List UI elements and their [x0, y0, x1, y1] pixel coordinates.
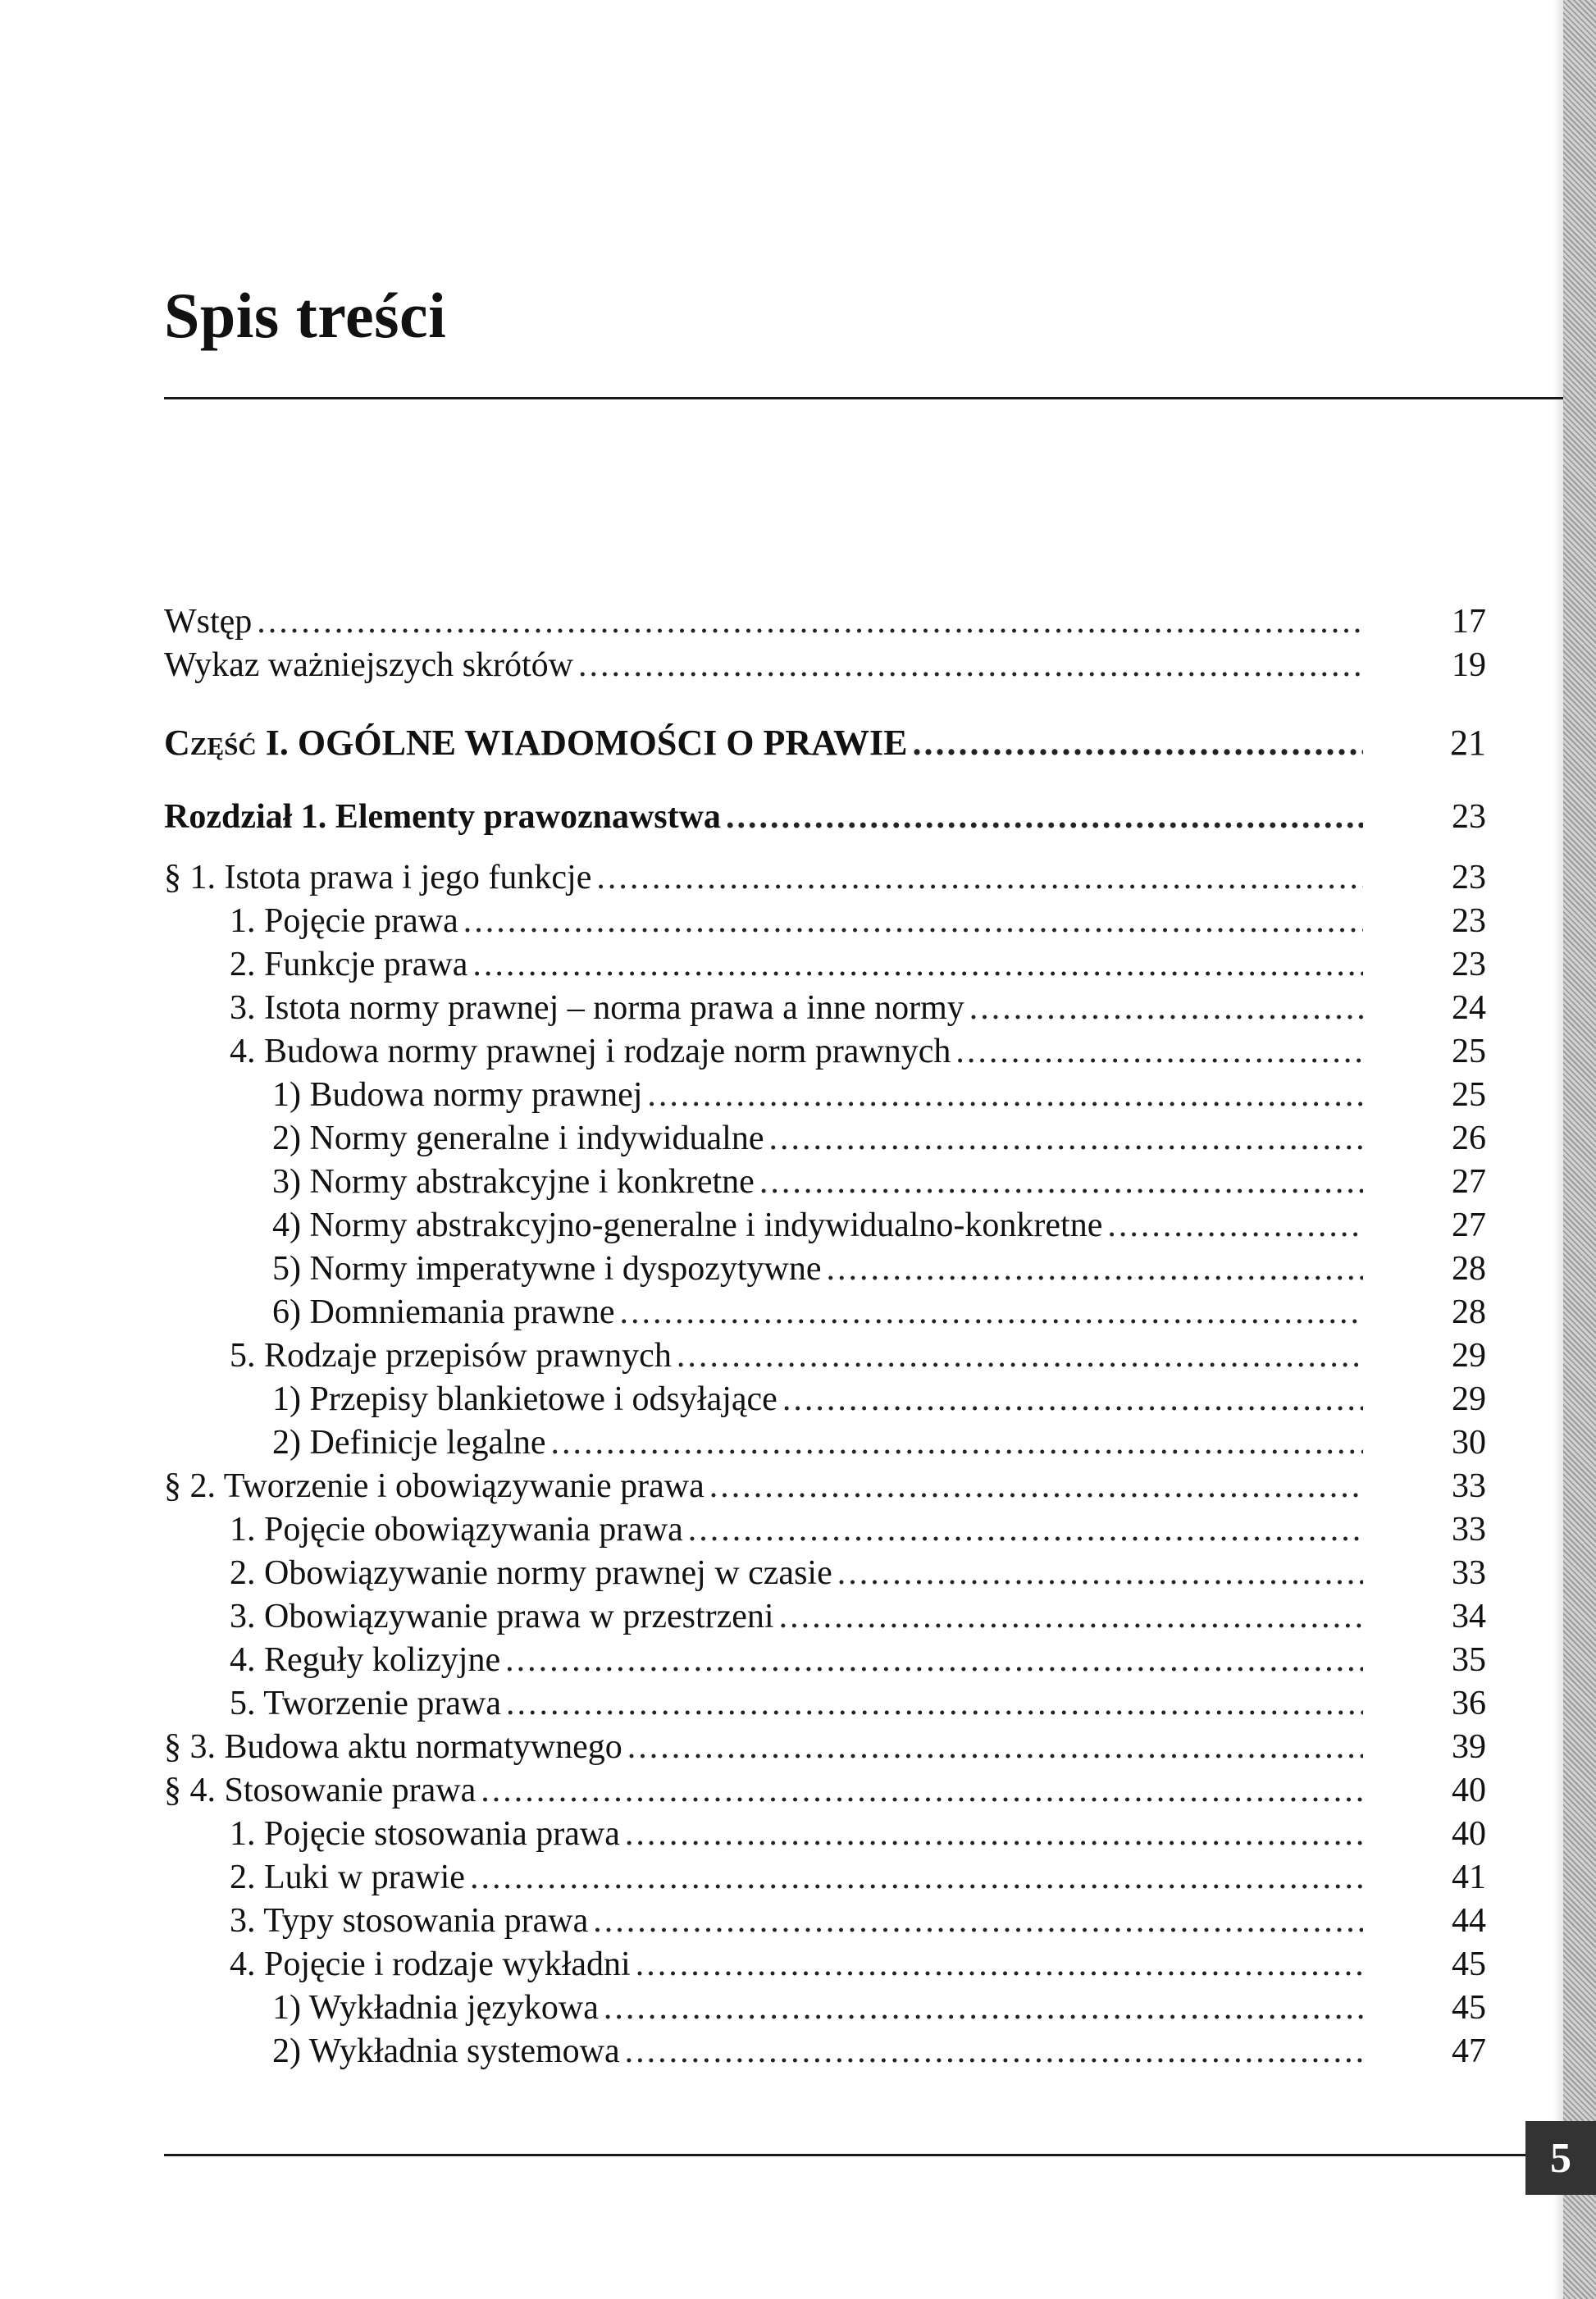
dot-leader	[463, 900, 1363, 943]
toc-entry[interactable]	[164, 1117, 1486, 1161]
toc-entry-page: 45	[1452, 1945, 1486, 1983]
toc-entry-intro[interactable]	[164, 600, 1486, 644]
toc-entry[interactable]	[164, 1682, 1486, 1726]
dot-leader	[1107, 1204, 1363, 1248]
dot-leader	[782, 1378, 1363, 1421]
part-prefix: Część	[164, 723, 257, 763]
toc-entry[interactable]	[164, 900, 1486, 943]
toc-entry-label: § 3. Budowa aktu normatywnego	[164, 1728, 622, 1766]
toc-entry-label: § 4. Stosowanie prawa	[164, 1772, 477, 1809]
toc-entry-page: 23	[1452, 902, 1486, 940]
toc-entry-page: 25	[1452, 1033, 1486, 1070]
part-title: I. OGÓLNE WIADOMOŚCI O PRAWIE	[265, 723, 908, 763]
dot-leader	[759, 1161, 1363, 1204]
toc-entry[interactable]	[164, 856, 1486, 900]
toc-entry-page: 28	[1452, 1293, 1486, 1331]
dot-leader	[913, 718, 1363, 768]
dot-leader	[677, 1334, 1363, 1378]
dot-leader	[625, 1813, 1363, 1856]
toc-entry-page: 33	[1452, 1554, 1486, 1592]
toc-entry-label: Wstęp	[164, 603, 253, 641]
toc-entry-page: 27	[1452, 1207, 1486, 1244]
toc-entry[interactable]	[164, 1856, 1486, 1900]
page-edge	[1563, 0, 1596, 2299]
dot-leader	[647, 1074, 1363, 1117]
toc-entry-abbreviations[interactable]	[164, 644, 1486, 687]
toc-entry[interactable]	[164, 1508, 1486, 1552]
toc-part-label	[164, 718, 908, 768]
dot-leader	[627, 1726, 1363, 1769]
toc-entry-label: 2) Wykładnia systemowa	[272, 2032, 620, 2070]
toc-entries	[164, 856, 1486, 2073]
toc-entry-page: 41	[1452, 1859, 1486, 1896]
toc-entry-label: 2. Obowiązywanie normy prawnej w czasie	[230, 1554, 832, 1592]
toc-entry-label: § 1. Istota prawa i jego funkcje	[164, 859, 592, 896]
toc-entry[interactable]	[164, 1248, 1486, 1291]
page-edge-shadow	[1553, 0, 1563, 2299]
toc-entry[interactable]	[164, 1030, 1486, 1074]
toc-entry-label: 4. Budowa normy prawnej i rodzaje norm prawnych	[230, 1033, 951, 1070]
toc-entry-label: 3) Normy abstrakcyjne i konkretne	[272, 1163, 755, 1201]
dot-leader	[604, 1987, 1363, 2030]
toc-entry[interactable]	[164, 1726, 1486, 1769]
dot-leader	[709, 1465, 1363, 1508]
toc-entry-page: 30	[1452, 1424, 1486, 1462]
toc-entry[interactable]	[164, 1769, 1486, 1813]
toc-entry-page: 47	[1452, 2032, 1486, 2070]
toc-entry-label: 4. Pojęcie i rodzaje wykładni	[230, 1945, 631, 1983]
toc-entry-page: 34	[1452, 1598, 1486, 1635]
footer-divider	[164, 2154, 1525, 2156]
toc-chapter-page: 23	[1452, 798, 1486, 836]
toc-entry-page: 44	[1452, 1902, 1486, 1940]
toc-entry-page: 24	[1452, 989, 1486, 1027]
dot-leader	[779, 1595, 1363, 1639]
toc-entry-page: 29	[1452, 1380, 1486, 1418]
toc-entry-page: 33	[1452, 1511, 1486, 1549]
toc-entry[interactable]	[164, 1334, 1486, 1378]
toc-entry[interactable]	[164, 1074, 1486, 1117]
dot-leader	[969, 987, 1363, 1030]
dot-leader	[481, 1769, 1363, 1813]
toc-entry-label: 1. Pojęcie prawa	[230, 902, 458, 940]
toc-entry-page: 17	[1452, 603, 1486, 641]
toc-entry-page: 39	[1452, 1728, 1486, 1766]
toc-entry-label: 4) Normy abstrakcyjno-generalne i indywidualno-konkretne	[272, 1207, 1103, 1244]
toc-entry-label: 2. Funkcje prawa	[230, 946, 468, 983]
dot-leader	[955, 1030, 1363, 1074]
toc-entry[interactable]	[164, 1900, 1486, 1943]
page-title: Spis treści	[164, 280, 447, 351]
toc-entry-page: 23	[1452, 946, 1486, 983]
toc-chapter-label: Rozdział 1. Elementy prawoznawstwa	[164, 798, 721, 836]
toc-entry-label: 1. Pojęcie obowiązywania prawa	[230, 1511, 683, 1549]
toc-entry-label: 3. Istota normy prawnej – norma prawa a inne normy	[230, 989, 964, 1027]
toc-entry-label: 6) Domniemania prawne	[272, 1293, 615, 1331]
toc-entry-label: 5. Tworzenie prawa	[230, 1685, 501, 1722]
toc-entry-label: 2) Normy generalne i indywidualne	[272, 1120, 764, 1157]
toc-entry-label: 5) Normy imperatywne i dyspozytywne	[272, 1250, 822, 1288]
dot-leader	[472, 943, 1363, 987]
toc-entry-label: 2) Definicje legalne	[272, 1424, 546, 1462]
dot-leader	[625, 2030, 1363, 2073]
dot-leader	[620, 1291, 1363, 1334]
toc-entry[interactable]	[164, 1465, 1486, 1508]
toc-entry[interactable]	[164, 943, 1486, 987]
dot-leader	[827, 1248, 1363, 1291]
toc-entry[interactable]	[164, 1204, 1486, 1248]
toc-entry[interactable]	[164, 1552, 1486, 1595]
toc-entry-label: 2. Luki w prawie	[230, 1859, 465, 1896]
title-divider	[164, 397, 1563, 399]
toc-entry-page: 40	[1452, 1772, 1486, 1809]
dot-leader	[593, 1900, 1363, 1943]
toc-entry[interactable]	[164, 1161, 1486, 1204]
toc-entry[interactable]	[164, 1943, 1486, 1987]
toc-chapter-heading[interactable]	[164, 792, 1486, 842]
toc-entry-label: § 2. Tworzenie i obowiązywanie prawa	[164, 1467, 705, 1505]
dot-leader	[506, 1682, 1363, 1726]
toc-entry-page: 29	[1452, 1337, 1486, 1375]
toc-entry-page: 23	[1452, 859, 1486, 896]
toc-entry-page: 28	[1452, 1250, 1486, 1288]
toc-entry[interactable]	[164, 987, 1486, 1030]
toc-entry-label: 1) Przepisy blankietowe i odsyłające	[272, 1380, 777, 1418]
toc-entry[interactable]	[164, 1291, 1486, 1334]
dot-leader	[470, 1856, 1363, 1900]
toc-entry-page: 33	[1452, 1467, 1486, 1505]
dot-leader	[505, 1639, 1363, 1682]
toc-entry-label: 3. Obowiązywanie prawa w przestrzeni	[230, 1598, 774, 1635]
dot-leader	[578, 644, 1363, 687]
dot-leader	[768, 1117, 1363, 1161]
toc-part-heading[interactable]	[164, 718, 1486, 768]
toc-part-page: 21	[1450, 723, 1486, 763]
toc-entry[interactable]	[164, 2030, 1486, 2073]
table-of-contents	[164, 600, 1486, 2073]
dot-leader	[688, 1508, 1363, 1552]
toc-entry[interactable]	[164, 1421, 1486, 1465]
toc-entry[interactable]	[164, 1639, 1486, 1682]
toc-entry-label: 1. Pojęcie stosowania prawa	[230, 1815, 620, 1853]
toc-entry[interactable]	[164, 1987, 1486, 2030]
toc-entry-page: 19	[1452, 646, 1486, 684]
toc-entry[interactable]	[164, 1378, 1486, 1421]
toc-entry-page: 35	[1452, 1641, 1486, 1679]
toc-entry-label: 1) Budowa normy prawnej	[272, 1076, 643, 1114]
toc-entry-page: 36	[1452, 1685, 1486, 1722]
toc-entry-label: 1) Wykładnia językowa	[272, 1989, 599, 2027]
page-number-tab: 5	[1525, 2121, 1596, 2195]
toc-entry-label: 3. Typy stosowania prawa	[230, 1902, 589, 1940]
dot-leader	[257, 600, 1363, 644]
dot-leader	[636, 1943, 1363, 1987]
dot-leader	[726, 792, 1363, 842]
toc-entry-label: Wykaz ważniejszych skrótów	[164, 646, 573, 684]
toc-entry[interactable]	[164, 1595, 1486, 1639]
dot-leader	[551, 1421, 1364, 1465]
dot-leader	[596, 856, 1363, 900]
toc-entry-label: 5. Rodzaje przepisów prawnych	[230, 1337, 672, 1375]
toc-entry[interactable]	[164, 1813, 1486, 1856]
toc-entry-page: 26	[1452, 1120, 1486, 1157]
toc-entry-label: 4. Reguły kolizyjne	[230, 1641, 501, 1679]
toc-entry-page: 25	[1452, 1076, 1486, 1114]
dot-leader	[837, 1552, 1363, 1595]
toc-entry-page: 27	[1452, 1163, 1486, 1201]
toc-entry-page: 45	[1452, 1989, 1486, 2027]
toc-entry-page: 40	[1452, 1815, 1486, 1853]
